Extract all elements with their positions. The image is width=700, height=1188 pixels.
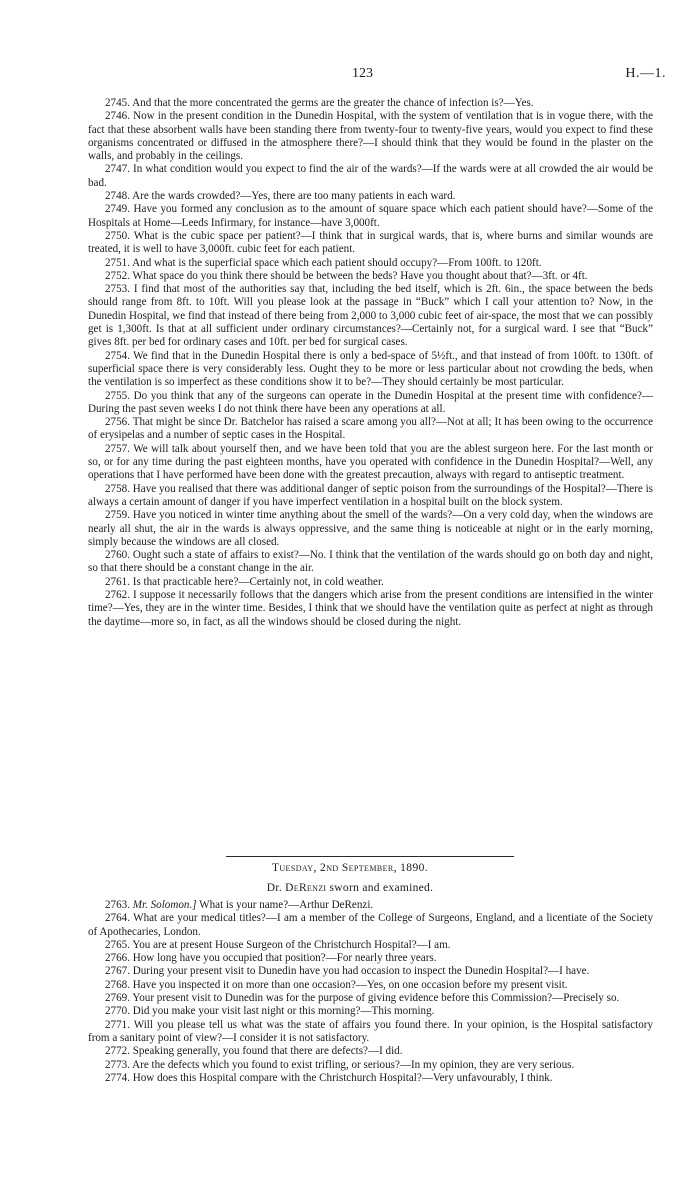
question-paragraph	[88, 549, 653, 576]
question-text: Have you realised that there was additional danger of septic poison from the surroundings of the Hospital?—There is always a certain amount of danger if you have imperfect ventilation in a hospital built on the block system.	[88, 482, 653, 508]
question-paragraph	[88, 589, 653, 629]
session-date: , 2nd September, 1890.	[313, 862, 429, 874]
question-paragraph	[88, 230, 653, 257]
question-number: 2760.	[105, 549, 130, 562]
question-text: How does this Hospital compare with the Christchurch Hospital?—Very unfavourably, I think.	[132, 1071, 553, 1084]
witness-name: DeRenzi	[285, 882, 327, 894]
question-number: 2746.	[105, 110, 130, 123]
question-text: And that the more concentrated the germs are the greater the chance of infection is?—Yes.	[132, 97, 534, 109]
question-number: 2762.	[105, 588, 130, 601]
question-number: 2769.	[105, 992, 130, 1005]
question-text: Do you think that any of the surgeons can operate in the Dunedin Hospital at the present time with confidence?—During the past seven weeks I do not think there have been any operations at all.	[88, 389, 653, 415]
page-header	[0, 66, 700, 86]
question-paragraph	[88, 283, 653, 349]
question-number: 2772.	[105, 1045, 130, 1058]
question-paragraph	[88, 257, 653, 270]
question-paragraph	[88, 992, 653, 1005]
question-text: Did you make your visit last night or this morning?—This morning.	[132, 1005, 435, 1018]
question-text: Are the wards crowded?—Yes, there are too many patients in each ward.	[132, 190, 456, 203]
question-text: How long have you occupied that position?—For nearly three years.	[132, 952, 437, 965]
question-number: 2749.	[105, 203, 130, 216]
question-number: 2755.	[105, 389, 130, 402]
question-paragraph	[88, 899, 653, 912]
question-number: 2747.	[105, 163, 130, 176]
question-number: 2761.	[105, 575, 130, 588]
question-paragraph	[88, 97, 653, 110]
question-paragraph	[88, 979, 653, 992]
question-paragraph	[88, 443, 653, 483]
question-paragraph	[88, 509, 653, 549]
question-text: Will you please tell us what was the state of affairs you found there. In your opinion, is the Hospital satisfactory from a sanitary point of view?—I consider it is not satisfactory.	[88, 1018, 653, 1044]
question-number: 2756.	[105, 416, 130, 429]
question-text: We find that in the Dunedin Hospital there is only a bed-space of 5½ft., and that instead of from 100ft. to 130ft. of superficial space there is very considerably less. Ought they to be more or less particular about not crowding the beds, when the ventilation is so imperfect as these conditions show it to be?—They should certainly be most particular.	[88, 349, 653, 389]
question-text: Have you inspected it on more than one occasion?—Yes, on one occasion before my present visit.	[132, 978, 568, 991]
question-number: 2770.	[105, 1005, 130, 1018]
question-paragraph	[88, 1005, 653, 1018]
question-number: 2757.	[105, 442, 130, 455]
session-day: Tuesday	[271, 862, 314, 874]
page-number: 123	[352, 66, 373, 81]
question-text: What is the cubic space per patient?—I think that in surgical wards, that is, where burns and similar wounds are treated, it is well to have 3,000ft. cubic feet for each patient.	[88, 229, 653, 256]
question-paragraph	[88, 270, 653, 283]
question-paragraph	[88, 939, 653, 952]
question-number: 2751.	[105, 256, 130, 269]
session-date-heading	[0, 862, 700, 874]
question-text: Are the defects which you found to exist trifling, or serious?—In my opinion, they are very serious.	[132, 1058, 575, 1071]
question-number: 2752.	[105, 269, 130, 282]
question-paragraph	[88, 110, 653, 163]
question-paragraph	[88, 1019, 653, 1046]
question-text: Speaking generally, you found that there are defects?—I did.	[132, 1045, 403, 1058]
question-paragraph	[88, 1059, 653, 1072]
question-number: 2768.	[105, 978, 130, 991]
section-divider	[226, 856, 514, 857]
question-list	[88, 97, 653, 629]
question-text: Ought such a state of affairs to exist?—No. I think that the ventilation of the wards should go on both day and night, so that there should be a constant change in the air.	[88, 549, 653, 575]
question-text: Is that practicable here?—Certainly not, in cold weather.	[132, 575, 384, 588]
question-number: 2754.	[105, 349, 130, 362]
question-text: I find that most of the authorities say that, including the bed itself, which is 2ft. 6in., the space between the beds should range from 8ft. to 10ft. Will you please look at the passage in “Buck” which I call your attention to? Now, in the Dunedin Hospital, we find that instead of there being from 2,000 to 3,000 cubic feet of air-space, the most that we can possibly get is 1,300ft. Is that at all sufficient under ordinary circumstances?—Certainly not, for a surgical ward. I see that “Buck” gives 8ft. per bed for ordinary cases and 10ft. per bed for surgical cases.	[88, 283, 653, 349]
witness-status: sworn and examined.	[326, 882, 434, 894]
question-number: 2774.	[105, 1071, 130, 1084]
question-number: 2766.	[105, 952, 130, 965]
question-paragraph	[88, 965, 653, 978]
question-text: What is your name?—Arthur DeRenzi.	[199, 899, 374, 911]
question-text: Now in the present condition in the Dunedin Hospital, with the system of ventilation that is in vogue there, with the fact that these absorbent walls have been standing there from twenty-four to twenty-five years, would you expect to find these organisms concentrated or diffused in the atmosphere there?—I should think that they would be found in the plaster on the walls, and probably in the ceilings.	[88, 110, 653, 163]
examiner-name: Mr. Solomon.]	[132, 899, 197, 911]
question-text: During your present visit to Dunedin have you had occasion to inspect the Dunedin Hospital?—I have.	[132, 965, 590, 978]
question-text: And what is the superficial space which each patient should occupy?—From 100ft. to 120ft.	[132, 256, 542, 269]
question-text: Have you noticed in winter time anything about the smell of the wards?—On a very cold day, when the windows are nearly all shut, the air in the wards is always oppressive, and the same thing is noticeable at night or in the early morning, simply because the windows are all closed.	[88, 509, 653, 548]
question-number: 2745.	[105, 97, 130, 109]
testimony-part-two	[88, 899, 653, 1085]
question-paragraph	[88, 203, 653, 230]
witness-title: Dr.	[266, 882, 286, 894]
question-text: What space do you think there should be between the beds? Have you thought about that?—3ft. or 4ft.	[132, 269, 588, 282]
question-number: 2767.	[105, 965, 130, 978]
section-reference: H.—1.	[625, 66, 666, 81]
question-paragraph	[88, 1072, 653, 1085]
question-text: Have you formed any conclusion as to the amount of square space which each patient should have?—Some of the Hospitals at Home—Leeds Infirmary, for instance—have 3,000ft.	[88, 203, 654, 229]
question-paragraph	[88, 576, 653, 589]
question-paragraph	[88, 912, 653, 939]
question-paragraph	[88, 483, 653, 510]
question-paragraph	[88, 190, 653, 203]
question-number: 2771.	[105, 1018, 130, 1031]
testimony-part-one	[88, 97, 653, 629]
question-text: In what condition would you expect to find the air of the wards?—If the wards were at all crowded the air would be bad.	[88, 163, 653, 189]
question-number: 2764.	[105, 912, 130, 925]
question-number: 2750.	[105, 229, 130, 242]
question-number: 2763.	[105, 899, 130, 911]
question-text: We will talk about yourself then, and we have been told that you are the ablest surgeon here. For the last month or so, or for any time during the past eighteen months, have you operated with confidence in the Dunedin Hospital?—Well, any operations that I have performed have been done with the greatest precaution, always with regard to antiseptic treatment.	[88, 442, 653, 482]
question-number: 2748.	[105, 190, 130, 203]
question-text: What are your medical titles?—I am a member of the College of Surgeons, England, and a licentiate of the Society of Apothecaries, London.	[88, 912, 653, 938]
question-text: You are at present House Surgeon of the Christchurch Hospital?—I am.	[132, 938, 451, 951]
witness-heading	[0, 882, 700, 894]
question-list	[88, 899, 653, 1085]
question-text: That might be since Dr. Batchelor has raised a scare among you all?—Not at all; It has been owing to the occurrence of erysipelas and a number of septic cases in the Hospital.	[88, 416, 654, 442]
question-paragraph	[88, 163, 653, 190]
question-number: 2753.	[105, 283, 130, 296]
question-paragraph	[88, 416, 653, 443]
question-number: 2759.	[105, 509, 130, 522]
question-paragraph	[88, 390, 653, 417]
question-number: 2765.	[105, 938, 130, 951]
question-number: 2773.	[105, 1058, 130, 1071]
question-paragraph	[88, 952, 653, 965]
question-text: Your present visit to Dunedin was for the purpose of giving evidence before this Commission?—Precisely so.	[132, 992, 620, 1005]
question-paragraph	[88, 1045, 653, 1058]
question-number: 2758.	[105, 482, 130, 495]
question-paragraph	[88, 350, 653, 390]
question-text: I suppose it necessarily follows that the dangers which arise from the present conditions are intensified in the winter time?—Yes, they are in the winter time. Besides, I think that we should have the ventilation quite as perfect at night as through the daytime—more so, in fact, as all the windows should be closed during the night.	[88, 588, 653, 628]
